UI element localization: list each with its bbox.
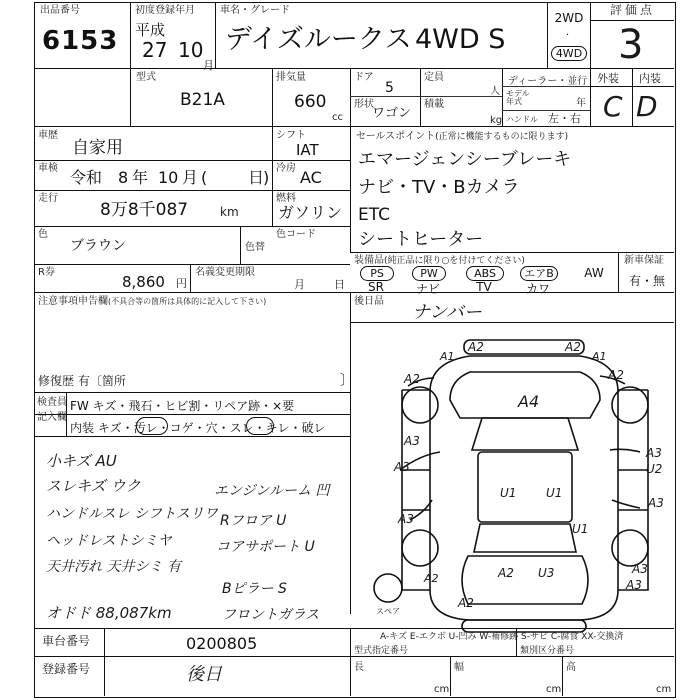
- damage-mark: A2: [404, 372, 420, 386]
- damage-mark: A1: [592, 350, 607, 363]
- damage-mark: A3: [404, 434, 420, 448]
- registration-month: 10: [178, 38, 204, 62]
- hw-note: ハンドルスレ シフトスリワ: [46, 506, 218, 522]
- wheel-front-left: [402, 387, 438, 423]
- model-year-label: モデル年式: [506, 89, 530, 106]
- interior-prefix: 内装: [70, 421, 95, 435]
- equip-pw: PW: [412, 266, 446, 281]
- doors-value: 5: [385, 80, 394, 96]
- repair-label: 修復歴: [38, 374, 75, 388]
- equipment-note: (純正品に限り○を付けてください): [384, 256, 525, 266]
- registration-year: 27: [142, 38, 168, 62]
- inspector-label-bottom: 記入欄: [37, 412, 67, 423]
- shape-label: 形状: [354, 99, 374, 110]
- notes-title: 注意事項申告欄: [38, 296, 108, 307]
- fw-prefix: FW: [70, 399, 89, 413]
- damage-mark: A2: [498, 566, 514, 580]
- hw-note: ヘッドレストシミヤ: [46, 533, 172, 549]
- displacement-value: 660: [294, 92, 327, 112]
- damage-mark: A3: [646, 446, 662, 460]
- equip-leather: カワ: [525, 282, 550, 296]
- spare-label: スペア: [376, 607, 400, 616]
- damage-mark: A2: [468, 340, 484, 354]
- drive-2wd: 2WD: [554, 11, 584, 25]
- car-rear-window: [474, 524, 576, 552]
- model-label: 型式: [136, 72, 156, 83]
- category-label: 類別区分番号: [520, 646, 575, 656]
- chassis-number: 0200805: [186, 634, 258, 653]
- mileage-unit: km: [220, 205, 239, 219]
- hw-note: エンジンルーム 凹: [214, 483, 330, 499]
- damage-mark: A1: [440, 350, 455, 363]
- doors-label: ドア: [354, 72, 374, 83]
- load-unit: kg: [490, 115, 503, 126]
- damage-mark: A3: [648, 496, 664, 510]
- handle-value: 左・右: [548, 112, 581, 125]
- selling-point-1: エマージェンシーブレーキ: [358, 149, 572, 170]
- damage-mark: A3: [626, 578, 642, 592]
- equip-abs: ABS: [466, 266, 504, 281]
- wheel-rear-left: [402, 530, 438, 566]
- hw-note: フロントガラス: [222, 607, 320, 623]
- after-items-label: 後日品: [354, 296, 384, 307]
- color-label: 色: [38, 229, 48, 240]
- damage-mark: A2: [565, 340, 581, 354]
- inspector-label-top: 検査員: [37, 397, 67, 408]
- car-tailgate: [462, 556, 588, 604]
- drive-4wd-circled: 4WD: [551, 46, 587, 61]
- displacement-unit: cc: [332, 112, 343, 123]
- first-registration-label: 初度登録年月: [135, 5, 195, 16]
- mileage-value: 8万8千087: [100, 200, 189, 220]
- hw-note: オドド 88,087km: [46, 604, 172, 622]
- damage-mark: U1: [546, 486, 563, 500]
- damage-mark: U3: [538, 566, 555, 580]
- exterior-label: 外装: [597, 72, 619, 85]
- inspection-year: 8: [118, 168, 129, 187]
- hw-note: スレキズ ウク: [46, 477, 141, 495]
- exterior-grade: C: [603, 90, 623, 123]
- damage-mark: A2: [424, 572, 439, 585]
- aircon-value: AC: [300, 168, 322, 187]
- equip-ps: PS: [360, 266, 394, 281]
- lot-number: 6153: [42, 26, 119, 56]
- inspection-label: 車検: [38, 163, 58, 174]
- car-name-label: 車名・グレード: [220, 5, 290, 16]
- length-unit: cm: [434, 684, 450, 695]
- registration-label: 登録番号: [42, 662, 91, 676]
- rating-label: 評価点: [610, 3, 656, 17]
- damage-mark: U2: [646, 462, 663, 476]
- load-label: 積載: [424, 99, 444, 110]
- dealer-label: ディーラー・並行: [508, 76, 588, 87]
- inspection-month-unit: 月: [182, 168, 199, 187]
- hw-note: Bピラー S: [222, 581, 287, 597]
- tax-month-unit: 月: [294, 278, 305, 291]
- capacity-unit: 人: [490, 86, 500, 97]
- drive-separator: ·: [566, 30, 570, 41]
- mileage-label: 走行: [38, 193, 58, 204]
- color-code-label: 色コード: [276, 229, 316, 240]
- equip-tv: TV: [476, 280, 492, 294]
- shift-label: シフト: [276, 130, 306, 141]
- damage-mark: A4: [518, 392, 540, 411]
- after-items-value: ナンバー: [412, 302, 482, 323]
- width-unit: cm: [546, 684, 562, 695]
- hw-note: 天井汚れ 天井シミ 有: [46, 559, 181, 575]
- annotation-arrow: [612, 500, 640, 508]
- selling-points-title: セールスポイント: [356, 131, 436, 142]
- equipment-title: 装備品: [354, 255, 384, 266]
- recycle-fee: 8,860: [122, 273, 165, 291]
- registration-era: 平成: [135, 21, 166, 39]
- equip-navi: ナビ: [415, 282, 440, 296]
- inspection-paren-close: ): [263, 168, 270, 187]
- interior-label: 内装: [639, 72, 661, 85]
- tax-day-unit: 日: [334, 278, 345, 291]
- handle-label: ハンドル: [506, 115, 538, 124]
- displacement-label: 排気量: [276, 72, 306, 83]
- recycle-label: R券: [38, 267, 55, 278]
- hw-note: コアサポート U: [216, 539, 315, 555]
- damage-mark: A2: [458, 596, 474, 610]
- damage-legend: A-キズ E-エクボ U-凹み W-補修跡 S-サビ C-腐食 XX-交換済: [380, 632, 624, 642]
- history-value: 自家用: [72, 138, 123, 158]
- equip-airbag: エアB: [520, 266, 558, 281]
- notes-sub: (不具合等の箇所は具体的に記入して下さい): [108, 297, 267, 306]
- repair-bracket: 〕: [340, 373, 354, 389]
- inspection-day: 日: [248, 168, 265, 187]
- lot-number-label: 出品番号: [40, 5, 80, 16]
- damage-mark: A3: [394, 460, 410, 474]
- selling-point-3: ETC: [358, 205, 390, 225]
- tax-label: 名義変更期限: [195, 267, 255, 278]
- equip-sr: SR: [368, 280, 384, 294]
- length-label: 長: [354, 662, 364, 673]
- selling-points-note: (正常に機能するものに限ります): [435, 132, 569, 142]
- damage-mark: A3: [398, 512, 414, 526]
- fw-options: キズ・飛石・ヒビ割・リペア跡・×要: [92, 399, 295, 413]
- inspection-year-unit: 年: [132, 168, 149, 187]
- repair-value: 有〔箇所: [77, 374, 126, 388]
- damage-mark: A3: [632, 562, 648, 576]
- selling-point-2: ナビ・TV・Bカメラ: [358, 177, 520, 198]
- hw-note: 小キズ AU: [46, 452, 117, 470]
- registration-month-unit: 月: [203, 59, 214, 72]
- width-label: 幅: [454, 662, 464, 673]
- equip-aw: AW: [584, 266, 604, 280]
- new-car-warranty-value: 有・無: [628, 274, 665, 288]
- rear-bumper: [462, 620, 586, 632]
- color-value: ブラウン: [70, 238, 126, 254]
- new-car-warranty-label: 新車保証: [624, 255, 664, 266]
- spare-tire: [374, 574, 402, 602]
- inspection-era: 令和: [70, 168, 103, 187]
- rating-value: 3: [618, 22, 644, 68]
- model-year-unit: 年: [576, 98, 586, 109]
- history-label: 車歴: [38, 130, 58, 141]
- car-grade: 4WD S: [415, 24, 506, 55]
- inspection-month: 10: [158, 168, 179, 187]
- hw-note: Rフロア U: [220, 513, 287, 529]
- model-code: B21A: [180, 90, 225, 110]
- fuel-value: ガソリン: [278, 203, 343, 222]
- registration-value: 後日: [186, 664, 222, 685]
- annotation-arrow: [610, 449, 640, 452]
- damage-mark: U1: [500, 486, 517, 500]
- capacity-label: 定員: [424, 72, 444, 83]
- aircon-label: 冷房: [276, 163, 296, 174]
- car-windshield: [472, 418, 578, 450]
- selling-point-4: シートヒーター: [358, 229, 484, 250]
- height-label: 高: [566, 662, 576, 673]
- fuel-label: 燃料: [276, 193, 296, 204]
- color-change-label: 色替: [245, 242, 265, 253]
- shape-value: ワゴン: [372, 106, 412, 121]
- interior-options: キズ・汚レ・コゲ・穴・スレ・キレ・破レ: [97, 421, 326, 435]
- height-unit: cm: [656, 684, 672, 695]
- type-cert-label: 型式指定番号: [354, 646, 409, 656]
- chassis-label: 車台番号: [42, 634, 91, 648]
- interior-grade: D: [636, 90, 658, 123]
- inspection-paren-open: (: [201, 168, 208, 187]
- damage-mark: U1: [572, 522, 589, 536]
- recycle-unit: 円: [176, 277, 187, 290]
- damage-mark: A2: [608, 368, 624, 382]
- car-name: デイズルークス: [225, 24, 412, 55]
- shift-value: IAT: [296, 141, 319, 159]
